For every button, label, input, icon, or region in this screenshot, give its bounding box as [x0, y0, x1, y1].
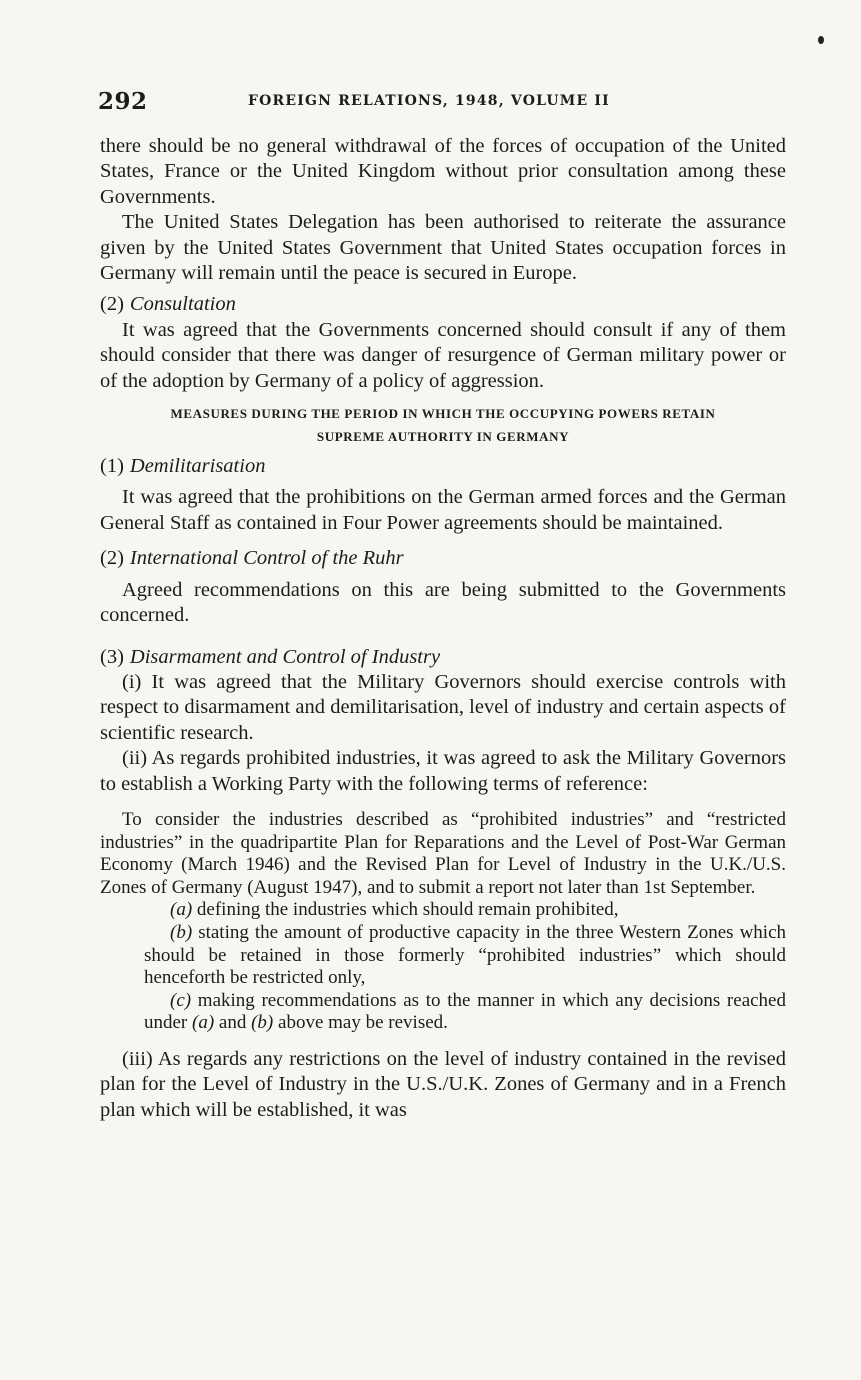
item-text: making recommendations as to the manner in which any decisions reached under — [144, 989, 786, 1034]
subsection-number: (3) — [100, 645, 124, 668]
running-title: FOREIGN RELATIONS, 1948, VOLUME II — [248, 93, 610, 109]
paragraph-us-assurance: The United States Delegation has been authorised to reiterate the assurance given by the United States Government that United States occupation forces in Germany will remain until the peace is secured in Europe. — [100, 211, 786, 285]
subsection-ruhr — [100, 546, 786, 571]
subsection-number: (2) — [100, 547, 124, 570]
subsection-title: Demilitarisation — [129, 455, 266, 478]
list-item — [144, 899, 786, 922]
item-marker: (a) — [170, 899, 193, 921]
terms-list — [100, 899, 786, 1035]
item-reference: (b) — [251, 1012, 274, 1034]
item-text: defining the industries which should remain prohibited, — [196, 899, 619, 921]
subsection-number: (2) — [100, 293, 124, 316]
section-heading — [100, 402, 786, 448]
ink-speck — [818, 36, 824, 44]
list-item — [144, 990, 786, 1035]
section-heading-line-1: MEASURES DURING THE PERIOD IN WHICH THE OCCUPYING POWERS RETAIN — [170, 406, 716, 422]
item-reference: (a) — [192, 1012, 215, 1034]
paragraph-controls: (i) It was agreed that the Military Governors should exercise controls with respect to disarmament and demilitarisation, level of industry and certain aspects of scientific research. — [100, 670, 786, 744]
subsection-title: International Control of the Ruhr — [129, 547, 404, 570]
section-heading-line-2: SUPREME AUTHORITY IN GERMANY — [316, 429, 570, 445]
paragraph-level-of-industry: (iii) As regards any restrictions on the level of industry contained in the revised plan for the Level of Industry in the U.S./U.K. Zones of Germany and in a French plan which will be established, it was — [100, 1047, 786, 1121]
item-marker: (b) — [170, 921, 193, 943]
page-number: 292 — [98, 88, 148, 115]
subsection-number: (1) — [100, 455, 124, 478]
subsection-title: Disarmament and Control of Industry — [129, 645, 441, 668]
paragraph-ruhr: Agreed recommendations on this are being submitted to the Governments concerned. — [100, 578, 786, 627]
page-body — [100, 134, 786, 1123]
subsection-demilitarisation — [100, 454, 786, 479]
subsection-disarmament — [100, 645, 786, 670]
item-text: stating the amount of productive capacity in the three Western Zones which should be retained in those formerly “prohibited industries” which should henceforth be restricted only, — [144, 921, 787, 989]
item-text: above may be revised. — [278, 1012, 448, 1034]
paragraph-withdrawal: there should be no general withdrawal of the forces of occupation of the United States, France or the United Kingdom without prior consultation among these Governments. — [100, 135, 786, 208]
subsection-consultation — [100, 292, 786, 317]
paragraph-consultation: It was agreed that the Governments concerned should consult if any of them should consider that there was danger of resurgence of German military power or of the adoption by Germany of a policy of aggression. — [100, 318, 786, 392]
paragraph-demilitarisation: It was agreed that the prohibitions on the German armed forces and the German General Staff as contained in Four Power agreements should be maintained. — [100, 486, 786, 534]
terms-of-reference: To consider the industries described as “prohibited industries” and “restricted industries” in the quadripartite Plan for Reparations and the Level of Post-War German Economy (March 1946) and the Revised Plan for Level of Industry in the U.K./U.S. Zones of Germany (August 1947), and to submit a report not later than 1st September. — [100, 808, 786, 898]
list-item — [144, 922, 786, 990]
paragraph-prohibited-industries: (ii) As regards prohibited industries, it was agreed to ask the Military Governors to establish a Working Party with the following terms of reference: — [100, 747, 786, 795]
subsection-title: Consultation — [129, 293, 236, 316]
item-marker: (c) — [170, 989, 192, 1011]
item-text: and — [218, 1012, 247, 1034]
page-header — [98, 88, 788, 118]
